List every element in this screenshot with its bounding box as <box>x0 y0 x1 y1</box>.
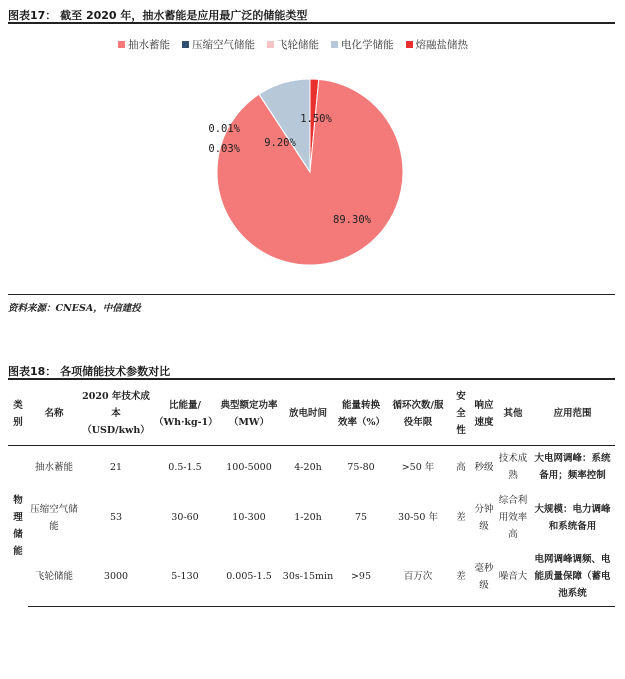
figure17-title: 图表17： 截至 2020 年，抽水蓄能是应用最广泛的储能类型 <box>8 9 308 22</box>
row-energy: 5-130 <box>152 547 218 607</box>
row-cycles: >50 年 <box>401 461 435 473</box>
table-header-row <box>8 382 615 446</box>
row-cycles: 30-50 年 <box>398 512 438 523</box>
pie-chart <box>0 52 625 292</box>
legend-swatch <box>118 41 125 48</box>
row-name: 飞轮储能 <box>28 547 80 607</box>
row-other: 技术成熟 <box>498 453 528 481</box>
legend-label: 电化学储能 <box>341 39 394 51</box>
legend-label: 熔融盐储热 <box>415 39 468 51</box>
row-response: 分钟级 <box>474 503 494 532</box>
legend-label: 飞轮储能 <box>277 39 319 51</box>
header-safety: 安全性 <box>450 382 472 446</box>
row-power: 100-5000 <box>226 461 272 473</box>
table-row <box>8 488 615 547</box>
row-energy: 0.5-1.5 <box>168 461 202 473</box>
row-application: 电网调峰调频、电能质量保障（蓄电池系统 <box>530 547 615 607</box>
header-discharge: 放电时间 <box>280 382 336 446</box>
figure17-top-rule <box>8 22 615 24</box>
data-label: 1.50% <box>300 113 332 125</box>
row-cost: 3000 <box>80 547 152 607</box>
legend-label: 压缩空气储能 <box>192 39 255 51</box>
data-label: 89.30% <box>333 214 371 226</box>
source-note: 资料来源：CNESA，中信建投 <box>8 303 141 314</box>
row-safety: 高 <box>456 461 466 473</box>
row-response: 毫秒级 <box>472 547 496 607</box>
row-other: 噪音大 <box>496 547 530 607</box>
legend-swatch <box>331 41 338 48</box>
header-other: 其他 <box>496 382 530 446</box>
figure18-top-rule <box>8 378 615 380</box>
header-cost: 2020 年技术成本（USD/kwh） <box>80 382 152 446</box>
legend-swatch <box>182 41 189 48</box>
legend-label: 抽水蓄能 <box>128 39 170 51</box>
row-cycles: 百万次 <box>386 547 450 607</box>
row-power: 0.005-1.5 <box>218 547 280 607</box>
row-name: 压缩空气储能 <box>30 503 78 532</box>
data-label: 9.20% <box>264 137 296 149</box>
row-power: 10-300 <box>232 512 266 523</box>
header-category: 类别 <box>8 382 28 446</box>
row-energy: 30-60 <box>171 512 199 523</box>
legend-item <box>406 37 469 52</box>
legend-item <box>331 37 394 52</box>
data-label: 0.01% <box>208 123 240 135</box>
header-energy: 比能量/（Wh·kg-1） <box>152 382 218 446</box>
legend-item <box>267 37 319 52</box>
row-cost: 21 <box>109 461 123 473</box>
header-name: 名称 <box>28 382 80 446</box>
row-safety: 差 <box>450 547 472 607</box>
row-efficiency: 75 <box>354 512 368 523</box>
row-efficiency: >95 <box>336 547 386 607</box>
row-efficiency: 75-80 <box>347 461 375 473</box>
header-power: 典型额定功率（MW） <box>218 382 280 446</box>
figure17-bottom-rule <box>8 294 615 295</box>
row-application: 大规模：电力调峰和系统备用 <box>534 503 611 532</box>
category-cell: 物理储能 <box>13 495 23 558</box>
legend-swatch <box>406 41 413 48</box>
data-label: 0.03% <box>208 143 240 155</box>
header-application: 应用范围 <box>530 382 615 446</box>
legend-item <box>118 37 170 52</box>
figure18-title: 图表18： 各项储能技术参数对比 <box>8 365 171 378</box>
legend-item <box>182 37 255 52</box>
header-response: 响应速度 <box>472 382 496 446</box>
table-row <box>8 547 615 607</box>
row-other: 综合利用效率高 <box>498 495 528 540</box>
row-discharge: 4-20h <box>294 461 322 473</box>
row-safety: 差 <box>456 512 466 523</box>
header-efficiency: 能量转换效率（%） <box>336 382 386 446</box>
storage-params-table <box>8 382 615 607</box>
header-cycles: 循环次数/服役年限 <box>386 382 450 446</box>
chart-legend <box>118 37 468 52</box>
table-row <box>8 446 615 489</box>
row-discharge: 1-20h <box>294 512 322 523</box>
row-cost: 53 <box>109 512 123 523</box>
legend-swatch <box>267 41 274 48</box>
row-response: 秒级 <box>474 461 494 473</box>
row-application: 大电网调峰：系统备用；频率控制 <box>534 453 611 481</box>
row-discharge: 30s-15min <box>280 547 336 607</box>
row-name: 抽水蓄能 <box>34 461 73 473</box>
